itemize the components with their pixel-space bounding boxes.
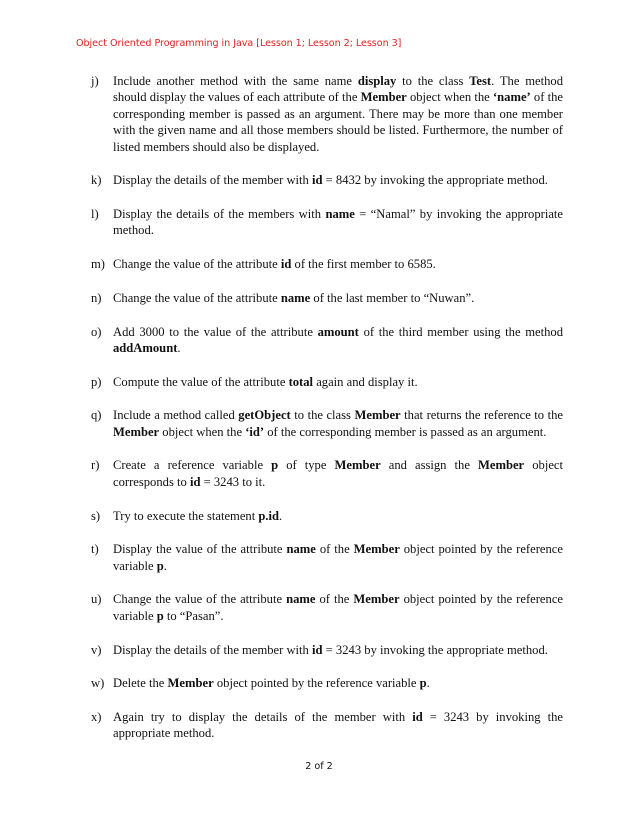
page-number: 2 of 2: [305, 761, 333, 772]
list-item: [91, 172, 563, 188]
bold-term: Member: [353, 542, 400, 557]
text-run: Again try to display the details of the member with: [113, 709, 413, 724]
bold-term: p: [419, 676, 427, 691]
item-label: u): [91, 592, 102, 607]
item-label: l): [91, 207, 99, 222]
text-run: object when the: [159, 424, 246, 439]
item-text: [113, 508, 563, 524]
text-run: Display the value of the attribute: [113, 542, 287, 557]
item-label: s): [91, 508, 101, 523]
item-text: [113, 256, 563, 272]
item-text: [113, 591, 563, 624]
item-text: [113, 73, 563, 155]
text-run: Display the details of the members with: [113, 207, 326, 222]
bold-term: name: [325, 207, 355, 222]
text-run: = 3243 to it.: [200, 474, 266, 489]
list-item: [91, 709, 563, 742]
list-item: [91, 541, 563, 574]
text-run: and assign the: [380, 458, 478, 473]
bold-term: Member: [353, 592, 400, 607]
bold-term: Member: [354, 408, 401, 423]
item-label: j): [91, 74, 99, 88]
text-run: Change the value of the attribute: [113, 290, 281, 305]
text-run: = “Namal” by invoking the appropriate method.: [113, 207, 564, 238]
bold-term: display: [357, 74, 397, 88]
bold-term: Member: [360, 90, 407, 105]
text-run: Add 3000 to the value of the attribute: [113, 324, 318, 339]
item-text: [113, 675, 563, 691]
item-text: [113, 324, 563, 357]
text-run: of the corresponding member is passed as an argument. There may be more than one member with the given name and all those members should be listed. Furthermore, the number of listed members should also be displayed.: [113, 90, 563, 154]
item-label: o): [91, 324, 102, 339]
text-run: again and display it.: [313, 374, 418, 389]
text-run: of type: [278, 458, 335, 473]
exercise-list: [91, 73, 563, 759]
list-item: [91, 675, 563, 691]
bold-term: total: [288, 374, 314, 389]
list-item: [91, 642, 563, 658]
list-item: [91, 290, 563, 306]
text-run: .: [163, 558, 167, 573]
item-text: [113, 290, 563, 306]
bold-term: id: [189, 474, 201, 489]
text-run: = 3243 by invoking the appropriate method.: [322, 642, 548, 657]
text-run: object pointed by the reference variable: [113, 542, 563, 573]
item-text: [113, 709, 563, 742]
item-label: q): [91, 408, 102, 423]
item-text: [113, 172, 563, 188]
item-label: m): [91, 257, 105, 272]
page-header: Object Oriented Programming in Java [Lesson 1; Lesson 2; Lesson 3]: [76, 38, 402, 49]
bold-term: name: [286, 592, 316, 607]
item-label: r): [91, 458, 100, 473]
bold-term: p: [156, 608, 164, 623]
item-label: k): [91, 173, 102, 188]
bold-term: Member: [167, 676, 214, 691]
bold-term: p.id: [258, 508, 280, 523]
item-text: [113, 457, 563, 490]
bold-term: name: [280, 290, 311, 305]
list-item: [91, 457, 563, 490]
bold-term: id: [412, 709, 423, 724]
item-text: [113, 541, 563, 574]
bold-term: getObject: [238, 408, 291, 423]
item-label: p): [91, 374, 102, 389]
text-run: = 8432 by invoking the appropriate method.: [322, 173, 548, 188]
text-run: Include another method with the same name: [113, 74, 358, 88]
item-text: [113, 374, 563, 390]
item-label: v): [91, 642, 102, 657]
text-run: object pointed by the reference variable: [213, 676, 420, 691]
text-run: object corresponds to: [113, 458, 563, 489]
list-item: [91, 591, 563, 624]
text-run: Try to execute the statement: [113, 508, 259, 523]
text-run: Delete the: [113, 676, 168, 691]
bold-term: p: [271, 458, 279, 473]
bold-term: id: [280, 257, 292, 272]
bold-term: Test: [469, 74, 492, 88]
bold-term: p: [156, 558, 164, 573]
text-run: Display the details of the member with: [113, 173, 313, 188]
text-run: object pointed by the reference variable: [113, 592, 563, 623]
text-run: to “Pasan”.: [163, 608, 224, 623]
text-run: to the class: [396, 74, 470, 88]
text-run: .: [177, 340, 181, 355]
text-run: of the third member using the method: [358, 324, 564, 339]
list-item: [91, 256, 563, 272]
bold-term: ‘name’: [492, 90, 531, 105]
text-run: .: [279, 508, 283, 523]
item-label: n): [91, 290, 102, 305]
text-run: Display the details of the member with: [113, 642, 313, 657]
bold-term: Member: [478, 458, 525, 473]
list-item: [91, 73, 563, 155]
text-run: of the corresponding member is passed as an argument.: [264, 424, 547, 439]
list-item: [91, 324, 563, 357]
text-run: . The method should display the values of each attribute of the: [113, 74, 563, 105]
bold-term: Member: [113, 424, 160, 439]
list-item: [91, 508, 563, 524]
bold-term: name: [286, 542, 316, 557]
list-item: [91, 374, 563, 390]
text-run: of the: [315, 542, 354, 557]
item-text: [113, 206, 563, 239]
text-run: to the class: [290, 408, 355, 423]
text-run: = 3243 by invoking the appropriate method.: [113, 709, 563, 741]
item-text: [113, 407, 563, 440]
item-label: x): [91, 709, 102, 724]
list-item: [91, 206, 563, 239]
item-label: t): [91, 542, 99, 557]
bold-term: addAmount: [113, 340, 178, 355]
text-run: Change the value of the attribute: [113, 257, 281, 272]
text-run: .: [426, 676, 430, 691]
text-run: of the: [315, 592, 354, 607]
bold-term: id: [312, 173, 323, 188]
text-run: Compute the value of the attribute: [113, 374, 289, 389]
bold-term: Member: [334, 458, 381, 473]
item-text: [113, 642, 563, 658]
list-item: [91, 407, 563, 440]
bold-term: ‘id’: [245, 424, 265, 439]
text-run: object when the: [406, 90, 493, 105]
text-run: Change the value of the attribute: [113, 592, 287, 607]
bold-term: id: [312, 642, 323, 657]
text-run: that returns the reference to the: [400, 408, 564, 423]
text-run: Include a method called: [113, 408, 239, 423]
text-run: Create a reference variable: [113, 458, 272, 473]
text-run: of the last member to “Nuwan”.: [310, 290, 475, 305]
text-run: of the first member to 6585.: [291, 257, 436, 272]
item-label: w): [91, 676, 105, 691]
bold-term: amount: [317, 324, 359, 339]
